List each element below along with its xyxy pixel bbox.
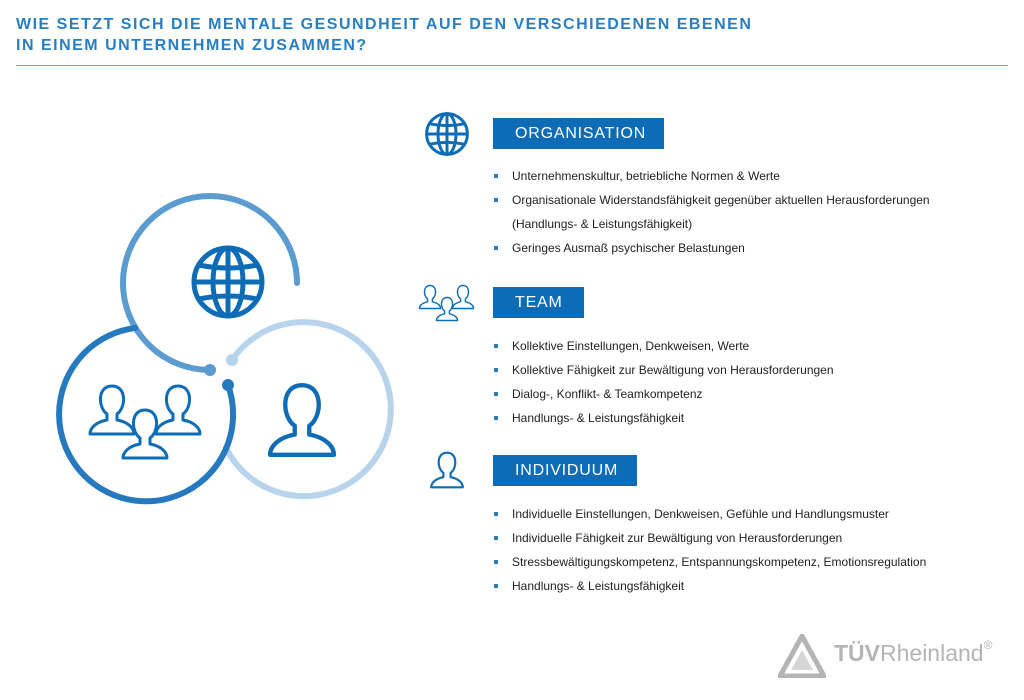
title-line-2: IN EINEM UNTERNEHMEN ZUSAMMEN? [16, 37, 368, 54]
connector-dot-team [222, 379, 234, 391]
title-line-1: WIE SETZT SICH DIE MENTALE GESUNDHEIT AUF DEN VERSCHIEDENEN EBENEN [16, 16, 753, 33]
person-icon [270, 385, 334, 455]
list-item: Handlungs- & Leistungsfähigkeit [494, 406, 834, 430]
section-label-individuum: INDIVIDUUM [493, 455, 637, 486]
logo-wordmark [834, 640, 992, 667]
section-label-team: TEAM [493, 287, 584, 318]
ring-team [59, 328, 233, 501]
list-item: Kollektive Einstellungen, Denkweisen, Werte [494, 334, 834, 358]
organisation-globe-icon [427, 114, 468, 155]
globe-icon [194, 248, 262, 316]
connector-dot-individuum [226, 354, 238, 366]
individuum-person-icon [431, 453, 463, 488]
list-item: Handlungs- & Leistungsfähigkeit [494, 574, 926, 598]
list-item: Kollektive Fähigkeit zur Bewältigung von Herausforderungen [494, 358, 834, 382]
list-item: Organisationale Widerstandsfähigkeit gegenüber aktuellen Herausforderungen [494, 188, 930, 212]
list-item: Individuelle Einstellungen, Denkweisen, Gefühle und Handlungsmuster [494, 502, 926, 526]
bullet-list-individuum [494, 502, 926, 598]
list-item: Individuelle Fähigkeit zur Bewältigung von Herausforderungen [494, 526, 926, 550]
ring-individuum [226, 322, 391, 496]
tuv-rheinland-logo [776, 632, 1012, 678]
logo-registered-mark: ® [983, 638, 993, 652]
team-group-icon [419, 285, 473, 320]
group-icon [90, 386, 200, 458]
bullet-list-team [494, 334, 834, 430]
list-item: Stressbewältigungskompetenz, Entspannungskompetenz, Emotionsregulation [494, 550, 926, 574]
logo-text-rheinland: Rheinland [880, 640, 984, 666]
list-item: Geringes Ausmaß psychischer Belastungen [494, 236, 930, 260]
tuv-triangle-logo-icon [778, 634, 826, 678]
connector-dot-organisation [204, 364, 216, 376]
list-item-continuation: (Handlungs- & Leistungsfähigkeit) [512, 217, 693, 231]
bullet-list-organisation [494, 164, 930, 260]
list-item: Unternehmenskultur, betriebliche Normen & Werte [494, 164, 930, 188]
list-item: Dialog-, Konflikt- & Teamkompetenz [494, 382, 834, 406]
section-label-organisation: ORGANISATION [493, 118, 664, 149]
logo-text-tuv: TÜV [834, 640, 880, 666]
